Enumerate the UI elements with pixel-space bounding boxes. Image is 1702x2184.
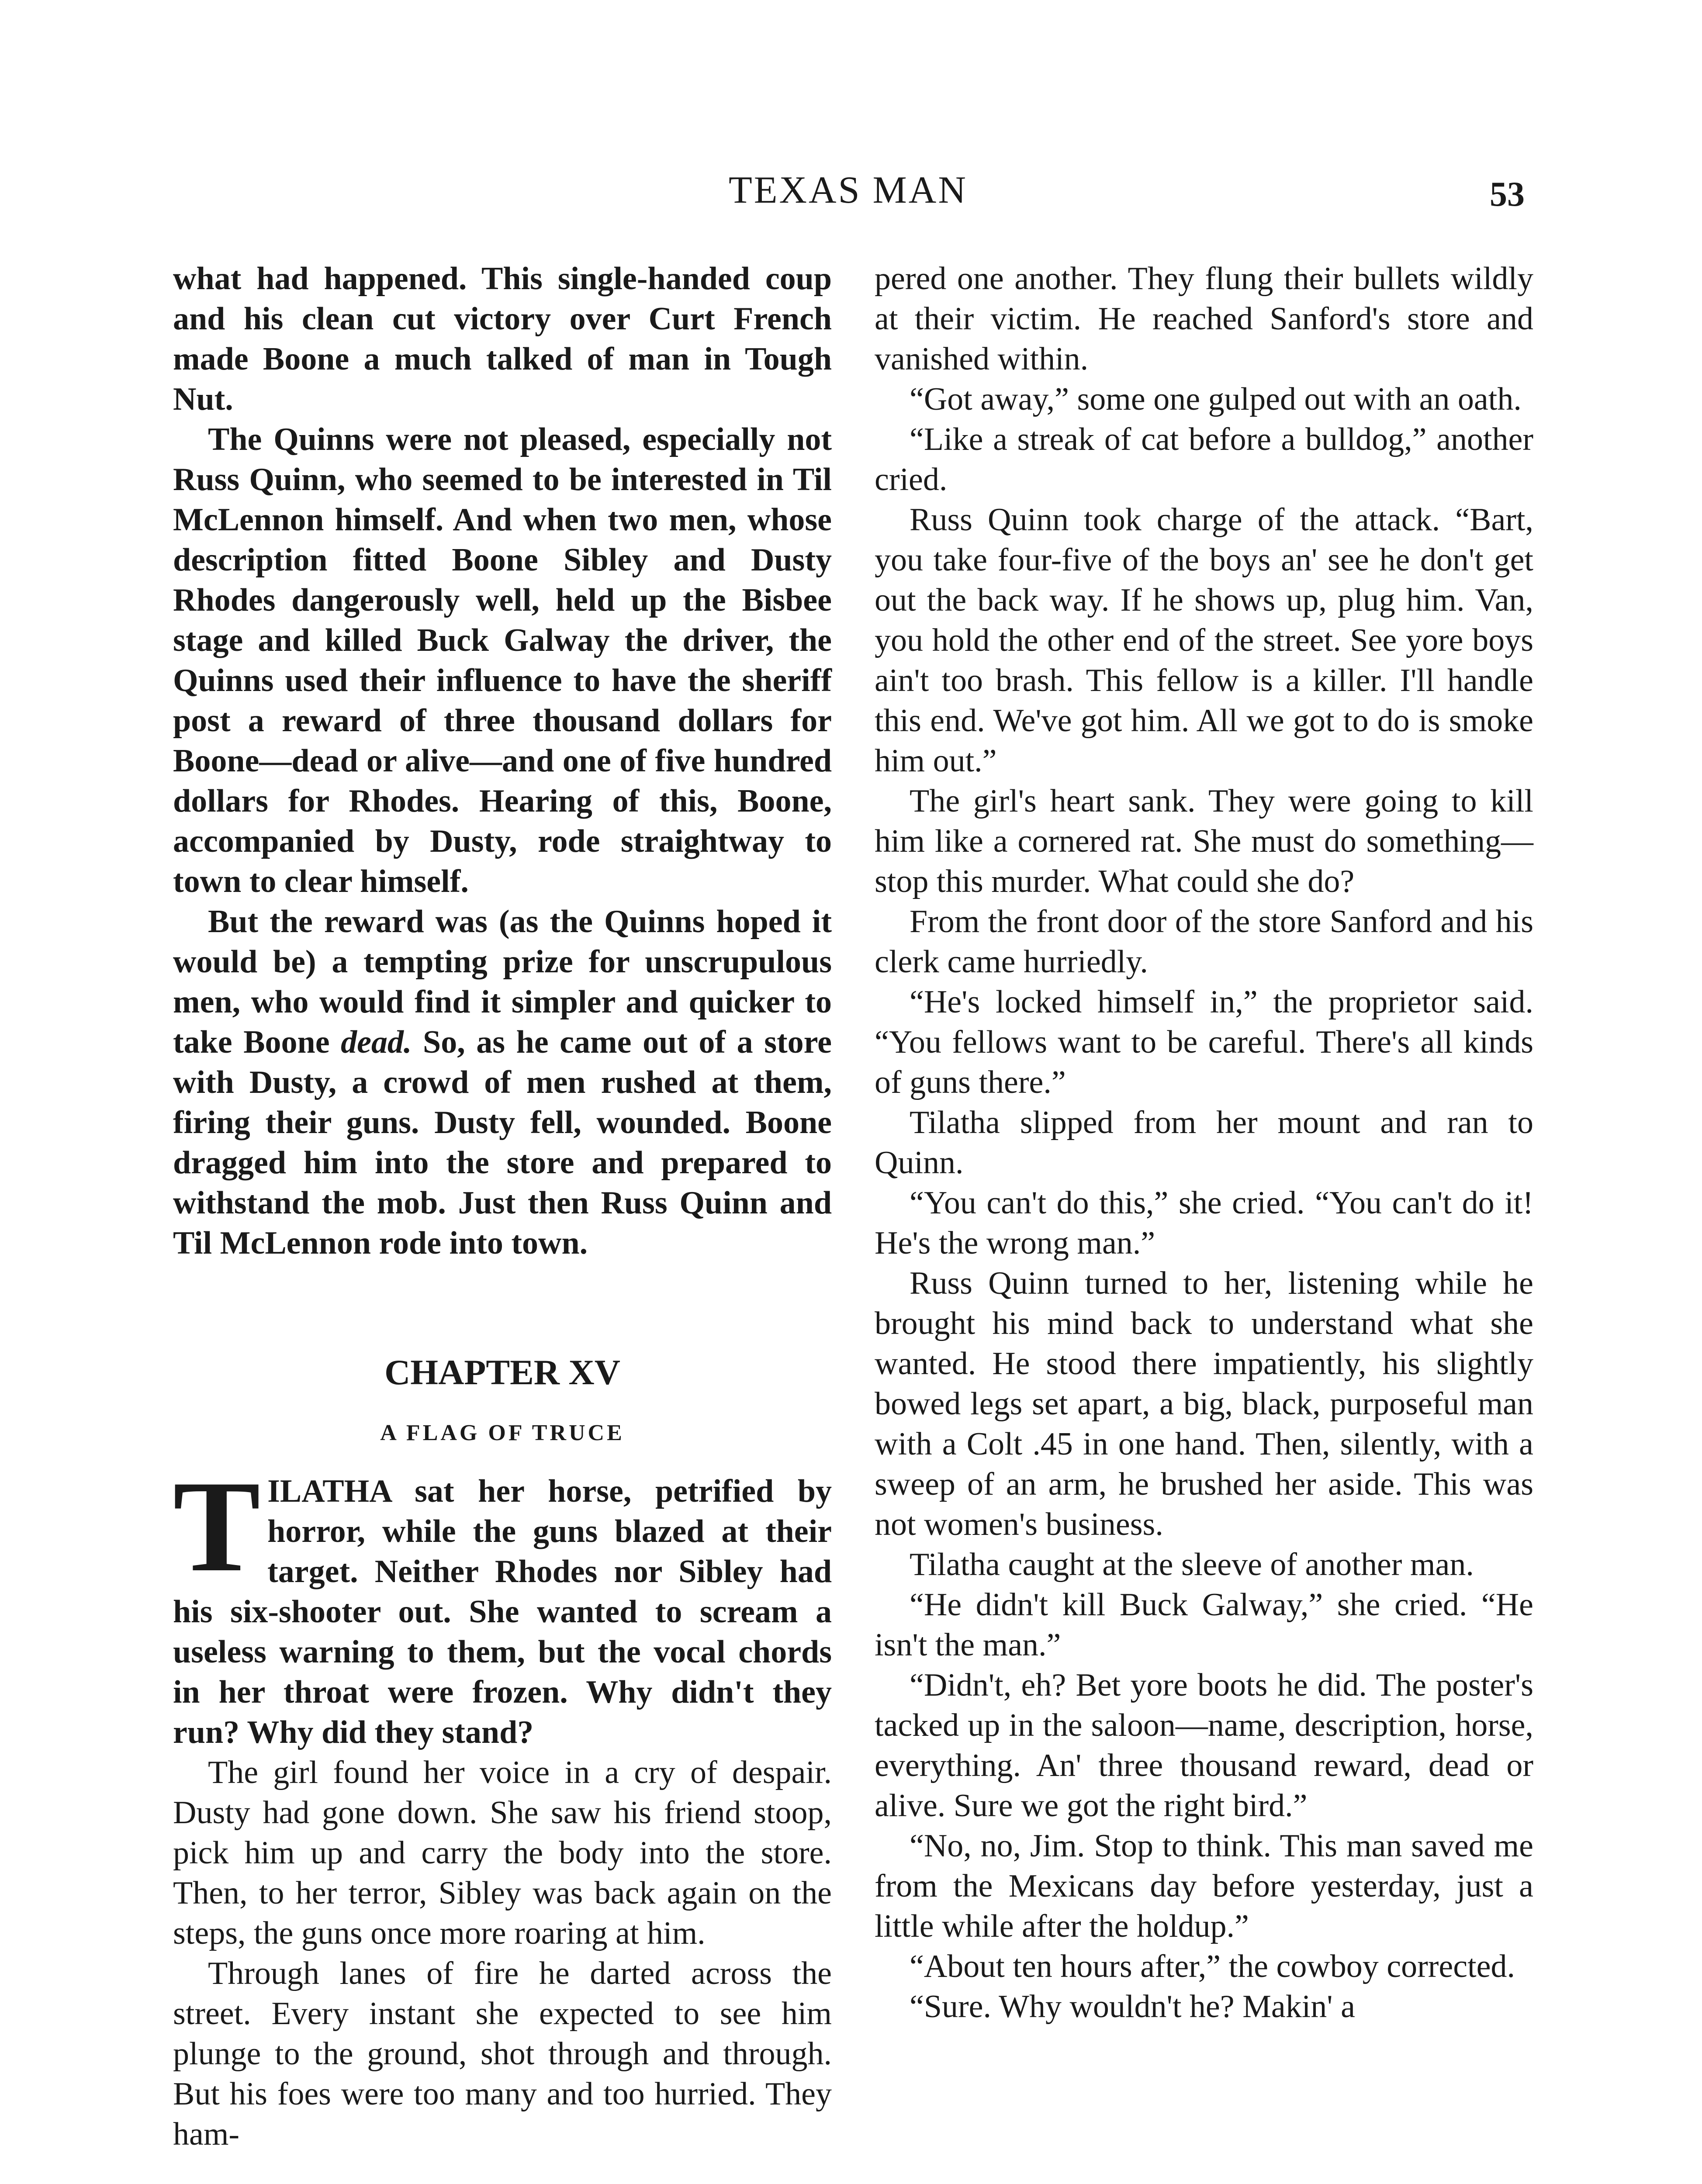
paragraph: “About ten hours after,” the cowboy corrected. <box>910 1949 1515 1984</box>
chapter-subtitle: A FLAG OF TRUCE <box>380 1420 625 1445</box>
opening-paragraph <box>173 1454 832 1752</box>
drop-cap: T <box>173 1454 261 1599</box>
paragraph-reward <box>173 902 832 1263</box>
paragraph: Through lanes of fire he darted across the street. Every instant she expected to see him plunge to the ground, shot through and through. But his foes were too many and too hurried. They ham- <box>173 1956 832 2152</box>
paragraph: what had happened. This single-handed coup and his clean cut victory over Curt French made Boone a much talked of man in Tough Nut. <box>173 261 832 417</box>
opening-text: ILATHA sat her horse, petrified by horror, while the guns blazed at their target. Neither Rhodes nor Sibley had his six-shooter out. She wanted to scream a useless warning to them, but the vocal chords in her throat were frozen. Why didn't they run? Why did they stand? <box>173 1473 832 1750</box>
paragraph: “He's locked himself in,” the proprietor said. “You fellows want to be careful. There's all kinds of guns there.” <box>875 984 1533 1100</box>
paragraph: The girl's heart sank. They were going to kill him like a cornered rat. She must do something—stop this murder. What could she do? <box>875 783 1533 899</box>
running-head: TEXAS MAN <box>729 169 968 211</box>
paragraph: “He didn't kill Buck Galway,” she cried. “He isn't the man.” <box>875 1587 1533 1663</box>
paragraph: “Got away,” some one gulped out with an oath. <box>910 381 1522 417</box>
left-column <box>173 259 832 2154</box>
chapter-title: CHAPTER XV <box>384 1352 620 1392</box>
paragraph: Tilatha slipped from her mount and ran to Quinn. <box>875 1105 1533 1181</box>
text-run: So, as he came out of a store with Dusty, a crowd of men rushed at them, firing their guns. Dusty fell, wounded. Boone dragged him into the store and prepared to withstand the mob. Just then Russ Quinn and Til McLennon rode into town. <box>173 1024 832 1261</box>
paragraph: “No, no, Jim. Stop to think. This man saved me from the Mexicans day before yesterday, just a little while after the holdup.” <box>875 1828 1533 1944</box>
paragraph: “You can't do this,” she cried. “You can't do it! He's the wrong man.” <box>875 1185 1533 1261</box>
page-number: 53 <box>1490 175 1525 214</box>
emphasis-text: dead. <box>341 1024 412 1060</box>
text-run: But the reward was (as the Quinns hoped it would be) a tempting prize for unscrupulous men, who would find it simpler and quicker to take Boone <box>173 904 832 1060</box>
paragraph: “Like a streak of cat before a bulldog,” another cried. <box>875 422 1533 498</box>
right-column <box>875 259 1533 2027</box>
paragraph: The Quinns were not pleased, especially not Russ Quinn, who seemed to be interested in Til McLennon himself. And when two men, whose description fitted Boone Sibley and Dusty Rhodes dangerously well, held up the Bisbee stage and killed Buck Galway the driver, the Quinns used their influence to have the sheriff post a reward of three thousand dollars for Boone—dead or alive—and one of five hundred dollars for Rhodes. Hearing of this, Boone, accompanied by Dusty, rode straightway to town to clear himself. <box>173 422 832 899</box>
paragraph: pered one another. They flung their bullets wildly at their victim. He reached Sanford's store and vanished within. <box>875 261 1533 377</box>
paragraph: From the front door of the store Sanford and his clerk came hurriedly. <box>875 904 1533 980</box>
paragraph: The girl found her voice in a cry of despair. Dusty had gone down. She saw his friend stoop, pick him up and carry the body into the store. Then, to her terror, Sibley was back again on the steps, the guns once more roaring at him. <box>173 1755 832 1951</box>
paragraph: Russ Quinn turned to her, listening while he brought his mind back to understand what she wanted. He stood there impatiently, his slightly bowed legs set apart, a big, black, purposeful man with a Colt .45 in one hand. Then, silently, with a sweep of an arm, he brushed her aside. This was not women's business. <box>875 1265 1533 1542</box>
paragraph: “Didn't, eh? Bet yore boots he did. The poster's tacked up in the saloon—name, description, horse, everything. An' three thousand reward, dead or alive. Sure we got the right bird.” <box>875 1667 1533 1824</box>
paragraph: “Sure. Why wouldn't he? Makin' a <box>910 1989 1355 2025</box>
paragraph: Tilatha caught at the sleeve of another man. <box>910 1547 1474 1583</box>
paragraph: Russ Quinn took charge of the attack. “Bart, you take four-five of the boys an' see he don't get out the back way. If he shows up, plug him. Van, you hold the other end of the street. See yore boys ain't too brash. This fellow is a killer. I'll handle this end. We've got him. All we got to do is smoke him out.” <box>875 502 1533 779</box>
